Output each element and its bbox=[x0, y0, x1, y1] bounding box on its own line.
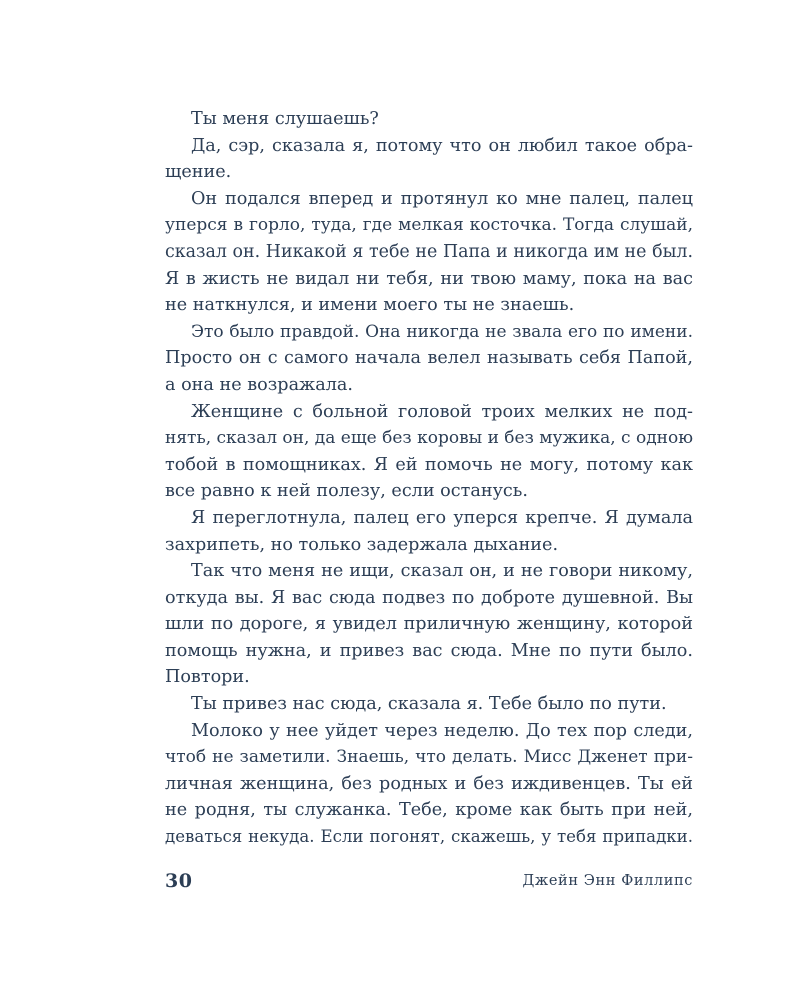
text-line: Он подался вперед и протянул ко мне палец, палец bbox=[191, 188, 693, 209]
text-line: все равно к ней полезу, если останусь. bbox=[165, 481, 528, 502]
text-line: Повтори. bbox=[165, 667, 250, 688]
text-line: Женщине с больной головой троих мелких не под- bbox=[191, 401, 693, 422]
running-footer-author: Джейн Энн Филлипс bbox=[522, 873, 693, 889]
text-line: уперся в горло, туда, где мелкая косточка. Тогда слушай, bbox=[165, 215, 693, 236]
text-line: шли по дороге, я увидел приличную женщину, которой bbox=[165, 614, 693, 635]
text-line: Я в жисть не видал ни тебя, ни твою маму, пока на вас bbox=[165, 268, 693, 289]
text-line: не родня, ты служанка. Тебе, кроме как быть при ней, bbox=[165, 800, 693, 821]
text-line: помощь нужна, и привез вас сюда. Мне по пути было. bbox=[165, 640, 693, 661]
body-text bbox=[165, 106, 693, 851]
text-line: сказал он. Никакой я тебе не Папа и никогда им не был. bbox=[165, 241, 693, 262]
text-line: Я переглотнула, палец его уперся крепче. Я думала bbox=[191, 507, 693, 528]
page-footer bbox=[165, 870, 693, 900]
text-line: Ты привез нас сюда, сказала я. Тебе было по пути. bbox=[191, 694, 667, 715]
text-line: чтоб не заметили. Знаешь, что делать. Мисс Дженет при- bbox=[165, 747, 693, 768]
text-line: деваться некуда. Если погонят, скажешь, у тебя припадки. bbox=[165, 827, 693, 847]
text-line: Да, сэр, сказала я, потому что он любил такое обра- bbox=[191, 135, 693, 156]
text-line: Это было правдой. Она никогда не звала его по имени. bbox=[191, 321, 693, 342]
page-number: 30 bbox=[165, 870, 193, 892]
text-line: щение. bbox=[165, 162, 232, 183]
text-line: нять, сказал он, да еще без коровы и без мужика, с одною bbox=[165, 428, 694, 449]
text-line: Так что меня не ищи, сказал он, и не говори никому, bbox=[191, 561, 693, 582]
text-line: а она не возражала. bbox=[165, 374, 353, 395]
text-line: Просто он с самого начала велел называть себя Папой, bbox=[165, 348, 693, 369]
text-line: тобой в помощниках. Я ей помочь не могу, потому как bbox=[165, 454, 693, 475]
text-line: личная женщина, без родных и без иждивенцев. Ты ей bbox=[165, 773, 693, 794]
text-line: захрипеть, но только задержала дыхание. bbox=[165, 534, 559, 555]
text-line: Ты меня слушаешь? bbox=[191, 109, 379, 129]
text-line: откуда вы. Я вас сюда подвез по доброте душевной. Вы bbox=[165, 587, 693, 608]
text-line: Молоко у нее уйдет через неделю. До тех пор следи, bbox=[191, 720, 693, 741]
text-line: не наткнулся, и имени моего ты не знаешь. bbox=[165, 295, 575, 316]
